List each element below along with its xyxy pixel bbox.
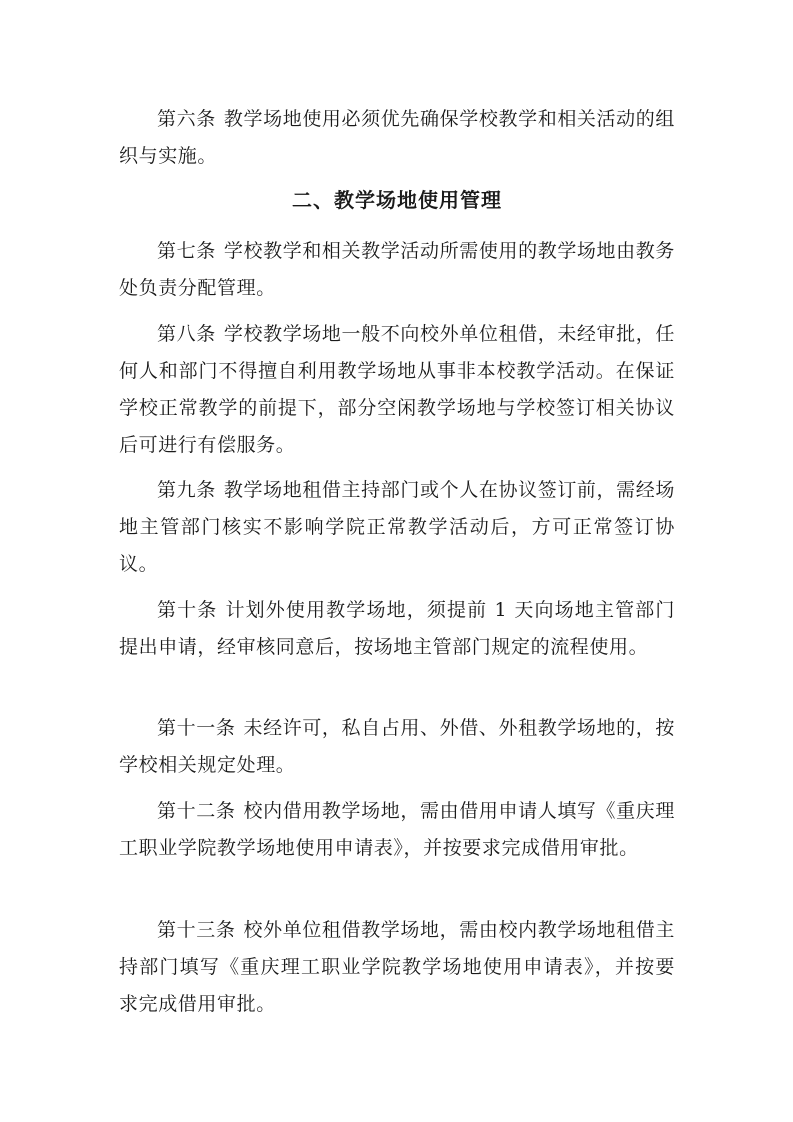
article-13 <box>119 912 675 1023</box>
article-11 <box>119 710 675 784</box>
section-heading: 二、教学场地使用管理 <box>292 188 502 212</box>
article-text: 教学场地使用必须优先确保学校教学和相关活动的组织与实施。 <box>119 108 675 167</box>
article-label: 第六条 <box>157 108 216 130</box>
article-text: 计划外使用教学场地，须提前 1 天向场地主管部门提出申请，经审核同意后，按场地主管部门规定的流程使用。 <box>119 599 675 658</box>
article-text: 学校教学和相关教学活动所需使用的教学场地由教务处负责分配管理。 <box>119 240 675 299</box>
article-text: 未经许可，私自占用、外借、外租教学场地的，按学校相关规定处理。 <box>119 717 675 776</box>
article-text: 学校教学场地一般不向校外单位租借，未经审批，任何人和部门不得擅自利用教学场地从事非本校教学活动。在保证学校正常教学的前提下，部分空闲教学场地与学校签订相关协议后可进行有偿服务。 <box>119 323 675 456</box>
article-9 <box>119 472 675 583</box>
article-label: 第十三条 <box>157 919 236 941</box>
article-text: 教学场地租借主持部门或个人在协议签订前，需经场地主管部门核实不影响学院正常教学活动后，方可正常签订协议。 <box>119 479 675 575</box>
article-10 <box>119 592 675 666</box>
article-label: 第十条 <box>157 599 218 621</box>
article-label: 第九条 <box>157 479 216 501</box>
article-8 <box>119 316 675 464</box>
article-label: 第八条 <box>157 323 216 345</box>
article-text: 校外单位租借教学场地，需由校内教学场地租借主持部门填写《重庆理工职业学院教学场地使用申请表》，并按要求完成借用审批。 <box>119 919 675 1015</box>
article-label: 第七条 <box>157 240 216 262</box>
article-label: 第十一条 <box>157 717 236 739</box>
article-6 <box>119 101 675 175</box>
article-12 <box>119 793 675 867</box>
article-text: 校内借用教学场地，需由借用申请人填写《重庆理工职业学院教学场地使用申请表》，并按要求完成借用审批。 <box>119 800 675 859</box>
article-7 <box>119 233 675 307</box>
article-label: 第十二条 <box>157 800 236 822</box>
